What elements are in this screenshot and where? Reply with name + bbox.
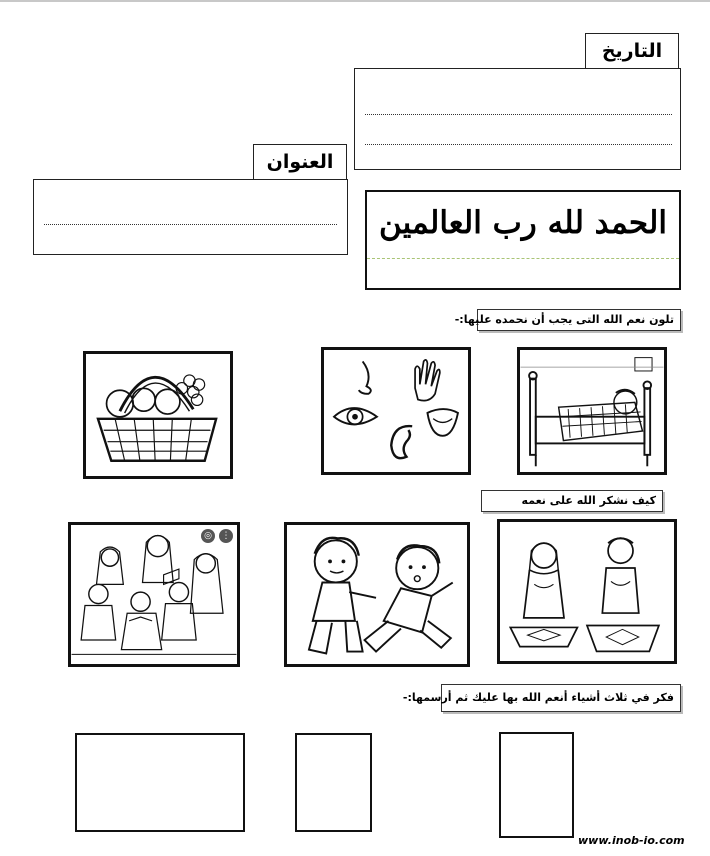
boys-helping-icon — [287, 525, 467, 664]
picture-family-reading — [68, 522, 240, 667]
children-praying-icon — [500, 522, 674, 661]
drawing-box-1[interactable] — [499, 732, 574, 838]
instruction-how-thank: كيف نشكر الله على نعمه — [481, 490, 663, 512]
subject-line — [44, 224, 337, 225]
picture-fruit-basket — [83, 351, 233, 479]
top-rule — [0, 0, 710, 2]
title-writing-line — [367, 258, 679, 259]
instruction-think-draw: فكر في ثلاث أشياء أنعم الله بها عليك ثم أرسمها:- — [441, 684, 681, 712]
title-box — [365, 190, 681, 290]
subject-label: العنوان — [253, 144, 347, 180]
picture-senses — [321, 347, 471, 475]
child-sleeping-bed-icon — [520, 350, 664, 472]
more-icon: ⋮ — [219, 529, 233, 543]
senses-face-parts-icon — [324, 350, 468, 472]
date-box — [354, 68, 681, 170]
footer-website: www.inob-io.com — [578, 834, 685, 847]
fruit-basket-icon — [86, 354, 230, 476]
date-line-1 — [365, 114, 672, 115]
subject-box — [33, 179, 348, 255]
picture-children-praying — [497, 519, 677, 664]
picture-child-sleeping — [517, 347, 667, 475]
date-line-2 — [365, 144, 672, 145]
drawing-box-2[interactable] — [295, 733, 372, 832]
page-title: الحمد لله رب العالمين — [379, 205, 667, 241]
drawing-box-3[interactable] — [75, 733, 245, 832]
picture-boys-helping — [284, 522, 470, 667]
lens-icon: ◎ — [201, 529, 215, 543]
date-label: التاريخ — [585, 33, 679, 69]
instruction-color-blessings: تلون نعم الله التى يجب أن نحمده عليها:- — [477, 309, 681, 331]
family-reading-quran-icon — [71, 525, 237, 664]
